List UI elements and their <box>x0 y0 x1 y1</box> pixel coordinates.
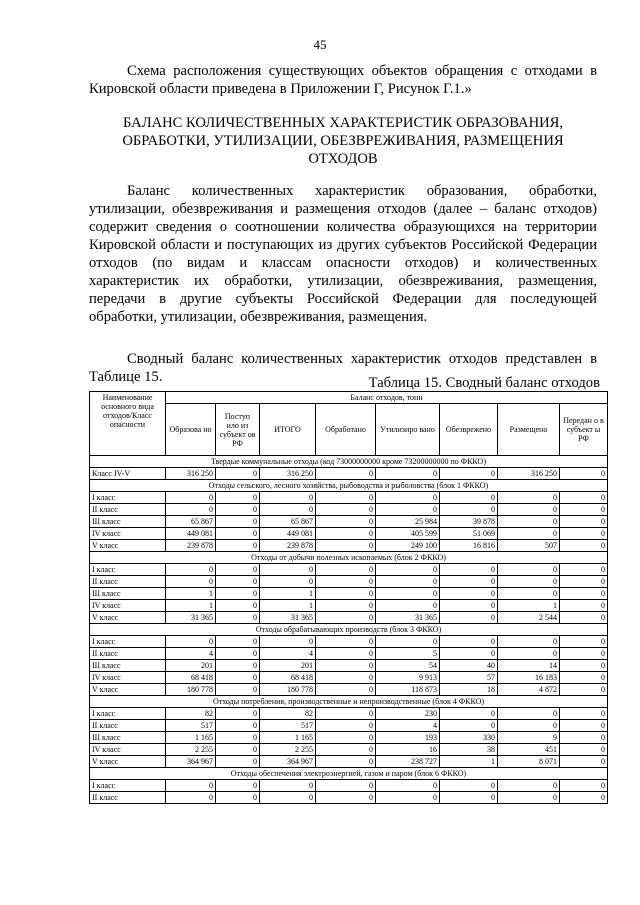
hazard-class-cell: II класс <box>90 720 166 732</box>
value-cell: 0 <box>316 540 376 552</box>
value-cell: 0 <box>376 492 440 504</box>
value-cell: 239 878 <box>166 540 216 552</box>
table-caption: Таблица 15. Сводный баланс отходов <box>368 375 600 391</box>
value-cell: 364 967 <box>166 756 216 768</box>
value-cell: 0 <box>316 780 376 792</box>
value-cell: 0 <box>498 636 560 648</box>
table-row <box>90 540 608 552</box>
value-cell: 0 <box>166 492 216 504</box>
value-cell: 0 <box>560 528 608 540</box>
value-cell: 0 <box>376 588 440 600</box>
value-cell: 180 778 <box>260 684 316 696</box>
value-cell: 201 <box>166 660 216 672</box>
value-cell: 0 <box>216 528 260 540</box>
value-cell: 0 <box>316 576 376 588</box>
section-title-row <box>90 456 608 468</box>
value-cell: 0 <box>316 744 376 756</box>
table-row <box>90 708 608 720</box>
section-title: Отходы обрабатывающих производств (блок 3 ФККО) <box>90 624 608 636</box>
hazard-class-cell: IV класс <box>90 600 166 612</box>
value-cell: 0 <box>560 540 608 552</box>
value-cell: 0 <box>498 792 560 804</box>
value-cell: 0 <box>440 588 498 600</box>
value-cell: 0 <box>216 576 260 588</box>
table-row <box>90 744 608 756</box>
value-cell: 0 <box>498 780 560 792</box>
column-header: Обезврежено <box>440 404 498 456</box>
hazard-class-cell: V класс <box>90 684 166 696</box>
value-cell: 316 250 <box>260 468 316 480</box>
group-header: Баланс отходов, тонн <box>166 392 608 404</box>
value-cell: 0 <box>216 744 260 756</box>
value-cell: 0 <box>560 648 608 660</box>
intro-paragraph: Схема расположения существующих объектов обращения с отходами в Кировской области приведена в Приложении Г, Рисунок Г.1.» <box>89 63 597 97</box>
value-cell: 65 867 <box>166 516 216 528</box>
section-title-row <box>90 552 608 564</box>
value-cell: 0 <box>316 708 376 720</box>
value-cell: 0 <box>216 564 260 576</box>
value-cell: 2 255 <box>260 744 316 756</box>
value-cell: 0 <box>560 660 608 672</box>
value-cell: 507 <box>498 540 560 552</box>
hazard-class-cell: I класс <box>90 636 166 648</box>
value-cell: 449 081 <box>260 528 316 540</box>
value-cell: 54 <box>376 660 440 672</box>
value-cell: 0 <box>216 600 260 612</box>
hazard-class-cell: Класс IV-V <box>90 468 166 480</box>
table-row <box>90 492 608 504</box>
value-cell: 0 <box>560 576 608 588</box>
value-cell: 31 365 <box>166 612 216 624</box>
value-cell: 2 255 <box>166 744 216 756</box>
value-cell: 18 <box>440 684 498 696</box>
value-cell: 0 <box>216 684 260 696</box>
value-cell: 0 <box>316 684 376 696</box>
value-cell: 31 365 <box>260 612 316 624</box>
value-cell: 1 <box>260 600 316 612</box>
value-cell: 65 867 <box>260 516 316 528</box>
value-cell: 0 <box>440 564 498 576</box>
value-cell: 0 <box>560 588 608 600</box>
table-row <box>90 564 608 576</box>
value-cell: 405 599 <box>376 528 440 540</box>
hazard-class-cell: V класс <box>90 756 166 768</box>
value-cell: 0 <box>440 792 498 804</box>
value-cell: 0 <box>316 492 376 504</box>
balance-table <box>89 391 608 804</box>
hazard-class-cell: III класс <box>90 732 166 744</box>
value-cell: 0 <box>560 564 608 576</box>
value-cell: 1 <box>166 600 216 612</box>
section-title: Отходы потребления, производственные и непроизводственные (блок 4 ФККО) <box>90 696 608 708</box>
table-row <box>90 756 608 768</box>
value-cell: 0 <box>560 684 608 696</box>
table-row <box>90 528 608 540</box>
value-cell: 38 <box>440 744 498 756</box>
value-cell: 0 <box>166 792 216 804</box>
value-cell: 0 <box>216 756 260 768</box>
value-cell: 0 <box>376 636 440 648</box>
value-cell: 0 <box>440 492 498 504</box>
value-cell: 68 418 <box>260 672 316 684</box>
heading-line-2: ОБРАБОТКИ, УТИЛИЗАЦИИ, ОБЕЗВРЕЖИВАНИЯ, РАЗМЕЩЕНИЯ <box>122 133 564 149</box>
table-row <box>90 648 608 660</box>
value-cell: 0 <box>316 516 376 528</box>
value-cell: 0 <box>498 588 560 600</box>
hazard-class-cell: I класс <box>90 708 166 720</box>
value-cell: 0 <box>316 660 376 672</box>
value-cell: 0 <box>216 504 260 516</box>
hazard-class-cell: II класс <box>90 792 166 804</box>
value-cell: 0 <box>216 492 260 504</box>
table-row <box>90 588 608 600</box>
value-cell: 364 967 <box>260 756 316 768</box>
value-cell: 316 250 <box>498 468 560 480</box>
value-cell: 0 <box>498 708 560 720</box>
value-cell: 0 <box>440 708 498 720</box>
value-cell: 330 <box>440 732 498 744</box>
value-cell: 0 <box>440 468 498 480</box>
value-cell: 0 <box>166 504 216 516</box>
value-cell: 0 <box>440 600 498 612</box>
value-cell: 0 <box>498 516 560 528</box>
stub-header: Наименование основного вида отходов/Класс опасности <box>90 392 166 456</box>
value-cell: 0 <box>440 636 498 648</box>
value-cell: 1 165 <box>166 732 216 744</box>
value-cell: 0 <box>560 468 608 480</box>
value-cell: 0 <box>498 648 560 660</box>
section-title: Отходы сельского, лесного хозяйства, рыбоводства и рыболовства (блок 1 ФККО) <box>90 480 608 492</box>
value-cell: 517 <box>260 720 316 732</box>
column-header: Утилизиро вано <box>376 404 440 456</box>
value-cell: 57 <box>440 672 498 684</box>
value-cell: 0 <box>376 576 440 588</box>
column-header: Поступ ило из субъект ов РФ <box>216 404 260 456</box>
value-cell: 0 <box>260 564 316 576</box>
value-cell: 0 <box>560 672 608 684</box>
value-cell: 0 <box>316 468 376 480</box>
value-cell: 0 <box>216 468 260 480</box>
value-cell: 451 <box>498 744 560 756</box>
table-row <box>90 600 608 612</box>
value-cell: 0 <box>440 504 498 516</box>
value-cell: 4 <box>166 648 216 660</box>
value-cell: 0 <box>440 780 498 792</box>
column-header: Размещено <box>498 404 560 456</box>
value-cell: 5 <box>376 648 440 660</box>
column-header: ИТОГО <box>260 404 316 456</box>
hazard-class-cell: IV класс <box>90 744 166 756</box>
value-cell: 0 <box>376 780 440 792</box>
table-row <box>90 720 608 732</box>
hazard-class-cell: III класс <box>90 660 166 672</box>
column-header: Передан о в субъект ы РФ <box>560 404 608 456</box>
table-row <box>90 504 608 516</box>
value-cell: 0 <box>260 492 316 504</box>
value-cell: 249 100 <box>376 540 440 552</box>
hazard-class-cell: I класс <box>90 564 166 576</box>
value-cell: 0 <box>560 708 608 720</box>
value-cell: 0 <box>216 732 260 744</box>
value-cell: 0 <box>560 780 608 792</box>
value-cell: 16 816 <box>440 540 498 552</box>
page-number: 45 <box>313 37 327 52</box>
value-cell: 0 <box>316 600 376 612</box>
balance-table-wrapper <box>89 391 607 804</box>
heading-line-1: БАЛАНС КОЛИЧЕСТВЕННЫХ ХАРАКТЕРИСТИК ОБРАЗОВАНИЯ, <box>122 115 564 131</box>
value-cell: 0 <box>560 492 608 504</box>
heading-line-3: ОТХОДОВ <box>308 151 378 167</box>
value-cell: 82 <box>260 708 316 720</box>
value-cell: 0 <box>316 636 376 648</box>
value-cell: 0 <box>560 516 608 528</box>
value-cell: 0 <box>440 648 498 660</box>
table-row <box>90 636 608 648</box>
table-header-row-1 <box>90 392 608 404</box>
section-title: Твердые коммунальные отходы (код 73000000000 кроме 73200000000 по ФККО) <box>90 456 608 468</box>
value-cell: 0 <box>260 576 316 588</box>
value-cell: 0 <box>440 612 498 624</box>
section-title: Отходы от добычи полезных ископаемых (блок 2 ФККО) <box>90 552 608 564</box>
value-cell: 0 <box>216 792 260 804</box>
value-cell: 16 <box>376 744 440 756</box>
table-row <box>90 612 608 624</box>
value-cell: 0 <box>498 576 560 588</box>
value-cell: 1 <box>166 588 216 600</box>
value-cell: 0 <box>560 732 608 744</box>
table-row <box>90 792 608 804</box>
body-paragraph-1: Баланс количественных характеристик образования, обработки, утилизации, обезвреживания и размещения отходов (далее – баланс отходов) содержит сведения о соотношении количества образующихся на территории Кировской области и поступающих из других субъектов Российской Федерации отходов (по видам и классам опасности отходов) и количественных характеристик их обработки, утилизации, обезвреживания, размещения, передачи в другие субъекты Российской Федерации для последующей обработки, утилизации, обезвреживания, размещения. <box>89 183 597 325</box>
value-cell: 0 <box>216 780 260 792</box>
value-cell: 51 069 <box>440 528 498 540</box>
value-cell: 0 <box>166 564 216 576</box>
value-cell: 0 <box>560 612 608 624</box>
value-cell: 0 <box>376 504 440 516</box>
value-cell: 39 878 <box>440 516 498 528</box>
value-cell: 0 <box>560 504 608 516</box>
value-cell: 0 <box>560 720 608 732</box>
value-cell: 0 <box>260 504 316 516</box>
value-cell: 0 <box>216 672 260 684</box>
value-cell: 4 <box>376 720 440 732</box>
hazard-class-cell: IV класс <box>90 672 166 684</box>
value-cell: 0 <box>376 468 440 480</box>
table-row <box>90 468 608 480</box>
value-cell: 201 <box>260 660 316 672</box>
value-cell: 0 <box>498 528 560 540</box>
value-cell: 180 778 <box>166 684 216 696</box>
value-cell: 0 <box>498 720 560 732</box>
value-cell: 2 544 <box>498 612 560 624</box>
value-cell: 0 <box>440 576 498 588</box>
hazard-class-cell: V класс <box>90 540 166 552</box>
value-cell: 4 872 <box>498 684 560 696</box>
value-cell: 0 <box>216 660 260 672</box>
table-row <box>90 732 608 744</box>
value-cell: 1 <box>498 600 560 612</box>
value-cell: 0 <box>316 648 376 660</box>
value-cell: 82 <box>166 708 216 720</box>
hazard-class-cell: III класс <box>90 516 166 528</box>
value-cell: 0 <box>560 600 608 612</box>
section-title-row <box>90 480 608 492</box>
hazard-class-cell: I класс <box>90 780 166 792</box>
value-cell: 8 071 <box>498 756 560 768</box>
value-cell: 0 <box>498 492 560 504</box>
value-cell: 0 <box>316 720 376 732</box>
value-cell: 118 873 <box>376 684 440 696</box>
section-title-row <box>90 696 608 708</box>
value-cell: 68 418 <box>166 672 216 684</box>
hazard-class-cell: IV класс <box>90 528 166 540</box>
value-cell: 0 <box>260 780 316 792</box>
table-body <box>90 456 608 804</box>
value-cell: 0 <box>560 636 608 648</box>
hazard-class-cell: II класс <box>90 504 166 516</box>
value-cell: 0 <box>216 540 260 552</box>
table-row <box>90 516 608 528</box>
value-cell: 1 165 <box>260 732 316 744</box>
value-cell: 0 <box>316 672 376 684</box>
value-cell: 0 <box>316 504 376 516</box>
column-header: Обработано <box>316 404 376 456</box>
value-cell: 31 365 <box>376 612 440 624</box>
table-header-row-2 <box>90 404 608 456</box>
value-cell: 0 <box>216 720 260 732</box>
value-cell: 40 <box>440 660 498 672</box>
value-cell: 0 <box>316 732 376 744</box>
value-cell: 4 <box>260 648 316 660</box>
value-cell: 0 <box>316 612 376 624</box>
value-cell: 9 <box>498 732 560 744</box>
value-cell: 0 <box>316 792 376 804</box>
value-cell: 0 <box>216 516 260 528</box>
table-row <box>90 780 608 792</box>
value-cell: 0 <box>316 564 376 576</box>
column-header: Образова но <box>166 404 216 456</box>
value-cell: 517 <box>166 720 216 732</box>
value-cell: 0 <box>216 708 260 720</box>
value-cell: 0 <box>216 612 260 624</box>
value-cell: 193 <box>376 732 440 744</box>
value-cell: 0 <box>376 600 440 612</box>
value-cell: 16 183 <box>498 672 560 684</box>
hazard-class-cell: I класс <box>90 492 166 504</box>
section-title-row <box>90 768 608 780</box>
value-cell: 0 <box>440 720 498 732</box>
value-cell: 316 250 <box>166 468 216 480</box>
value-cell: 0 <box>216 588 260 600</box>
value-cell: 9 913 <box>376 672 440 684</box>
value-cell: 1 <box>260 588 316 600</box>
value-cell: 0 <box>166 780 216 792</box>
value-cell: 0 <box>560 756 608 768</box>
value-cell: 1 <box>440 756 498 768</box>
value-cell: 238 727 <box>376 756 440 768</box>
value-cell: 0 <box>316 528 376 540</box>
section-heading <box>89 114 597 168</box>
value-cell: 0 <box>316 756 376 768</box>
value-cell: 0 <box>316 588 376 600</box>
table-row <box>90 660 608 672</box>
hazard-class-cell: II класс <box>90 576 166 588</box>
section-title-row <box>90 624 608 636</box>
value-cell: 14 <box>498 660 560 672</box>
hazard-class-cell: III класс <box>90 588 166 600</box>
value-cell: 230 <box>376 708 440 720</box>
value-cell: 0 <box>498 564 560 576</box>
value-cell: 0 <box>216 636 260 648</box>
value-cell: 0 <box>166 576 216 588</box>
value-cell: 0 <box>376 792 440 804</box>
value-cell: 25 984 <box>376 516 440 528</box>
hazard-class-cell: II класс <box>90 648 166 660</box>
value-cell: 0 <box>376 564 440 576</box>
value-cell: 0 <box>560 792 608 804</box>
value-cell: 0 <box>166 636 216 648</box>
table-row <box>90 672 608 684</box>
table-row <box>90 684 608 696</box>
value-cell: 449 081 <box>166 528 216 540</box>
value-cell: 0 <box>498 504 560 516</box>
section-title: Отходы обеспечения электроэнергией, газом и паром (блок 6 ФККО) <box>90 768 608 780</box>
hazard-class-cell: V класс <box>90 612 166 624</box>
value-cell: 239 878 <box>260 540 316 552</box>
value-cell: 0 <box>560 744 608 756</box>
value-cell: 0 <box>216 648 260 660</box>
value-cell: 0 <box>260 792 316 804</box>
body-paragraph-2: Сводный баланс количественных характеристик отходов представлен в Таблице 15. <box>89 351 597 385</box>
table-row <box>90 576 608 588</box>
value-cell: 0 <box>260 636 316 648</box>
